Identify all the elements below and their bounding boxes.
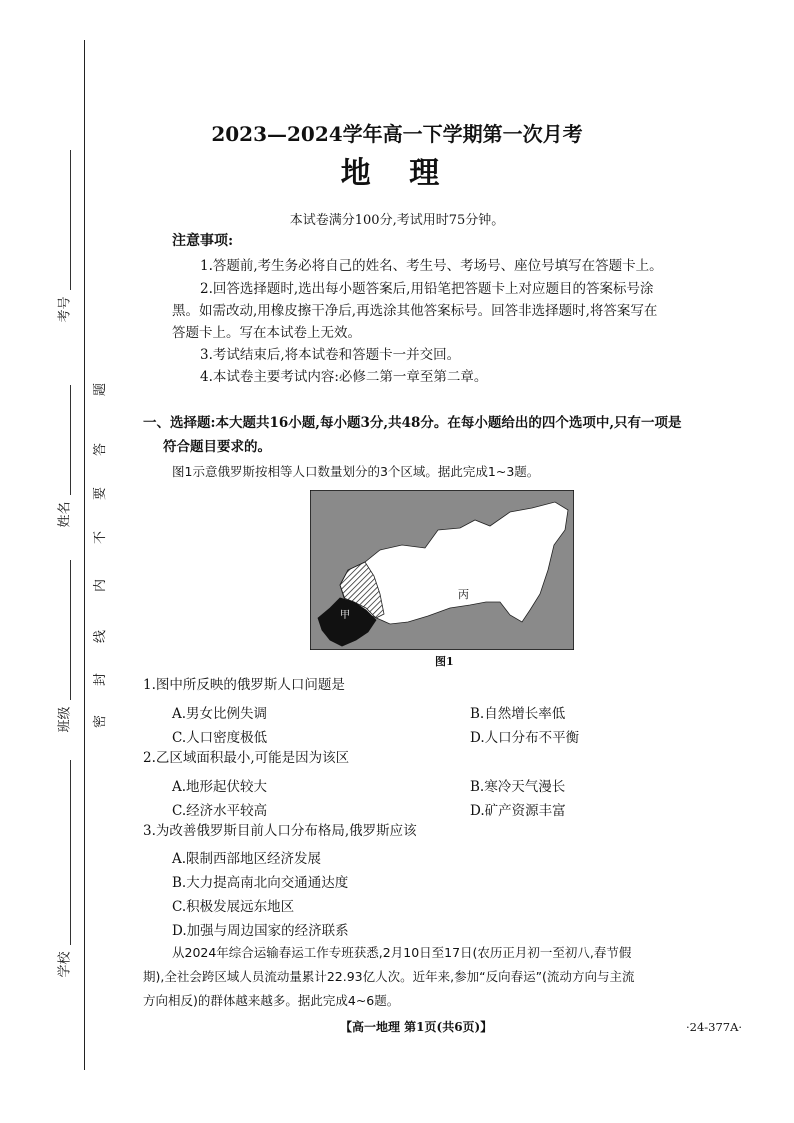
warning-char: 要 <box>93 486 109 501</box>
map-label-bing: 丙 <box>458 588 469 601</box>
label-exam-number: 考号 <box>57 296 73 323</box>
option[interactable]: A.男女比例失调 <box>172 706 268 722</box>
label-school: 学校 <box>57 951 73 978</box>
warning-char: 封 <box>93 672 109 687</box>
passage-line: 从2024年综合运输春运工作专班获悉,2月10日至17日(农历正月初一至初八,春节假 <box>172 945 632 960</box>
figure-caption: 图1 <box>435 655 454 668</box>
option[interactable]: B.大力提高南北向交通通达度 <box>172 875 349 891</box>
warning-char: 不 <box>93 530 109 545</box>
option[interactable]: A.地形起伏较大 <box>172 779 268 795</box>
option[interactable]: D.矿产资源丰富 <box>470 803 566 819</box>
notice-line: 1.答题前,考生务必将自己的姓名、考生号、考场号、座位号填写在答题卡上。 <box>200 258 663 274</box>
passage-line: 方向相反)的群体越来越多。据此完成4~6题。 <box>143 993 400 1008</box>
option[interactable]: B.自然增长率低 <box>470 706 566 722</box>
notice-line: 答题卡上。写在本试卷上无效。 <box>172 325 361 341</box>
russia-map <box>310 490 574 650</box>
option[interactable]: C.人口密度极低 <box>172 730 268 746</box>
exam-subtitle: 2023—2024学年高一下学期第一次月考 <box>211 122 583 146</box>
option[interactable]: D.人口分布不平衡 <box>470 730 580 746</box>
exam-title: 地 理 <box>340 156 454 191</box>
school-field[interactable] <box>70 760 71 945</box>
option[interactable]: C.经济水平较高 <box>172 803 268 819</box>
warning-char: 题 <box>93 382 109 397</box>
exam-info: 本试卷满分100分,考试用时75分钟。 <box>289 213 505 228</box>
passage-line: 期),全社会跨区域人员流动量累计22.93亿人次。近年来,参加“反向春运”(流动方向与主流 <box>143 969 635 984</box>
notice-line: 3.考试结束后,将本试卷和答题卡一并交回。 <box>200 347 461 363</box>
notice-line: 4.本试卷主要考试内容:必修二第一章至第二章。 <box>200 369 488 385</box>
question-stem: 2.乙区域面积最小,可能是因为该区 <box>143 750 350 766</box>
warning-char: 答 <box>93 442 109 457</box>
question-stem: 3.为改善俄罗斯目前人口分布格局,俄罗斯应该 <box>143 823 417 839</box>
class-field[interactable] <box>70 560 71 700</box>
warning-char: 线 <box>93 629 109 644</box>
option[interactable]: C.积极发展远东地区 <box>172 899 295 915</box>
page-code: ·24-377A· <box>686 1020 743 1034</box>
option[interactable]: A.限制西部地区经济发展 <box>172 851 322 867</box>
label-name: 姓名 <box>57 501 73 528</box>
figure-intro: 图1示意俄罗斯按相等人口数量划分的3个区域。据此完成1~3题。 <box>172 464 540 479</box>
warning-char: 密 <box>93 714 109 729</box>
notice-line: 2.回答选择题时,选出每小题答案后,用铅笔把答题卡上对应题目的答案标号涂 <box>200 281 654 297</box>
question-stem: 1.图中所反映的俄罗斯人口问题是 <box>143 677 345 693</box>
section-heading: 一、选择题:本大题共16小题,每小题3分,共48分。在每小题给出的四个选项中,只有一项是 <box>143 415 682 431</box>
notice-heading: 注意事项: <box>172 233 234 249</box>
label-class: 班级 <box>57 706 73 733</box>
option[interactable]: D.加强与周边国家的经济联系 <box>172 923 349 939</box>
russia-map-svg <box>310 490 574 650</box>
name-field[interactable] <box>70 385 71 495</box>
notice-line: 黑。如需改动,用橡皮擦干净后,再选涂其他答案标号。回答非选择题时,将答案写在 <box>172 303 658 319</box>
map-label-jia: 甲 <box>340 610 350 621</box>
binding-line <box>84 40 85 1070</box>
warning-char: 内 <box>93 578 109 593</box>
section-heading-cont: 符合题目要求的。 <box>163 439 271 455</box>
option[interactable]: B.寒冷天气漫长 <box>470 779 566 795</box>
page-footer: 【高一地理 第1页(共6页)】 <box>340 1020 493 1034</box>
